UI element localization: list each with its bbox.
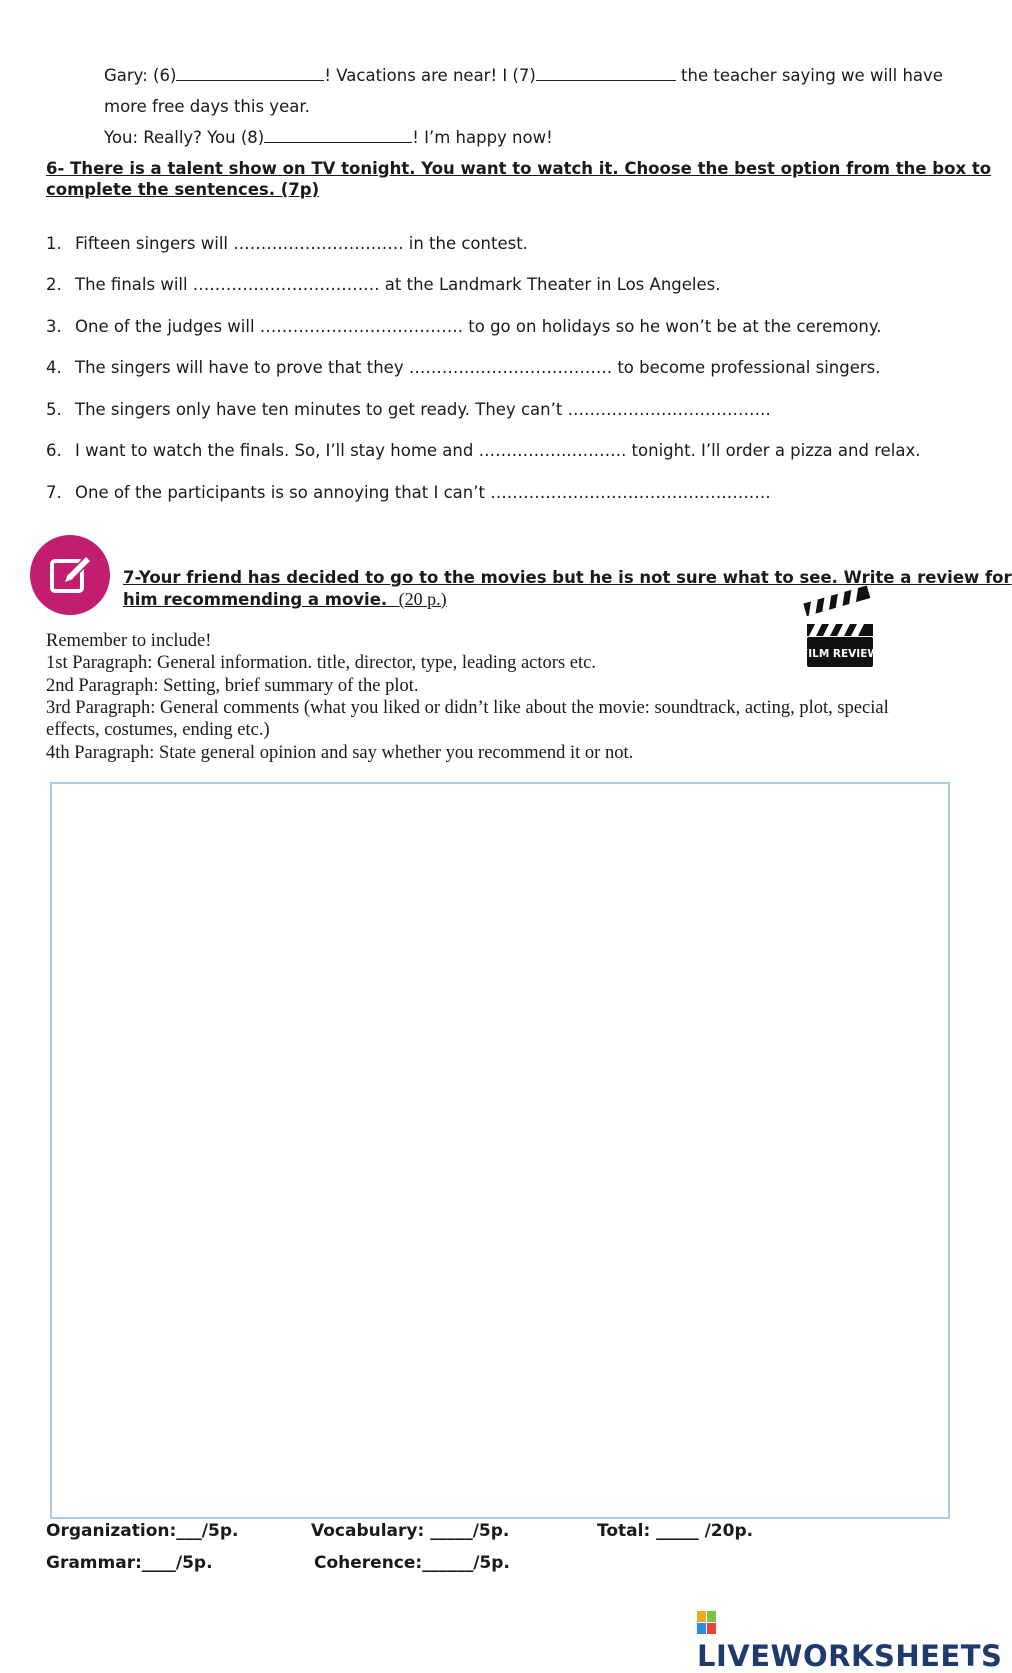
dialogue-you-label: You: Really? You (8) — [104, 128, 265, 147]
film-clapperboard-icon — [801, 594, 879, 678]
sentence-4[interactable]: The singers will have to prove that they ………………………………. to become professional singers. — [75, 358, 881, 377]
instruction-line: 2nd Paragraph: Setting, brief summary of the plot. — [46, 676, 419, 696]
list-item: 4. The singers will have to prove that they ………………………………. to become professional singers. — [46, 358, 881, 377]
sentence-3[interactable]: One of the judges will ………………………………. to go on holidays so he won’t be at the ceremony. — [75, 317, 882, 336]
list-item: 1. Fifteen singers will …………………………. in the contest. — [46, 234, 528, 253]
blank-7[interactable] — [536, 67, 676, 81]
score-organization: Organization:___/5p. — [46, 1521, 239, 1541]
list-item: 2. The finals will ……………………………. at the Landmark Theater in Los Angeles. — [46, 275, 721, 294]
liveworksheets-logo — [697, 1605, 1002, 1673]
pencil-edit-icon — [30, 535, 110, 615]
sentence-6[interactable]: I want to watch the finals. So, I’ll stay home and ……………..………. tonight. I’ll order a pizza and relax. — [75, 441, 921, 460]
instruction-line: 1st Paragraph: General information. title, director, type, leading actors etc. — [46, 653, 596, 673]
score-vocabulary: Vocabulary: _____/5p. — [311, 1521, 510, 1541]
dialogue-line-2: more free days this year. — [104, 97, 310, 116]
sentence-2[interactable]: The finals will ……………………………. at the Landmark Theater in Los Angeles. — [75, 275, 721, 294]
dialogue-line-1 — [104, 66, 943, 85]
dialogue-text: ! I’m happy now! — [412, 128, 553, 147]
section-7-heading-line-1: 7-Your friend has decided to go to the movies but he is not sure what to see. Write a review for — [123, 568, 1012, 587]
clapper-label: FILM REVIEW — [801, 648, 879, 660]
dialogue-text: ! Vacations are near! I (7) — [324, 66, 536, 85]
sentence-1[interactable]: Fifteen singers will …………………………. in the contest. — [75, 234, 528, 253]
list-item: 7. One of the participants is so annoying that I can’t …………………………………………… — [46, 483, 771, 502]
dialogue-line-3 — [104, 128, 553, 147]
dialogue-gary-label: Gary: (6) — [104, 66, 177, 85]
score-grammar: Grammar:____/5p. — [46, 1553, 213, 1573]
sentence-7[interactable]: One of the participants is so annoying that I can’t …………………………………………… — [75, 483, 771, 502]
sentence-5[interactable]: The singers only have ten minutes to get ready. They can’t ………………………………. — [75, 400, 771, 419]
list-item: 6. I want to watch the finals. So, I’ll stay home and ……………..………. tonight. I’ll order a pizza and relax. — [46, 441, 921, 460]
section-6-heading-line-1: 6- There is a talent show on TV tonight. You want to watch it. Choose the best option from the box to — [46, 159, 992, 178]
list-item: 5. The singers only have ten minutes to get ready. They can’t ………………………………. — [46, 400, 771, 419]
liveworksheets-logo-icon — [697, 1611, 717, 1635]
instruction-line: 4th Paragraph: State general opinion and say whether you recommend it or not. — [46, 743, 634, 763]
score-total: Total: _____ /20p. — [597, 1521, 754, 1541]
review-answer-box[interactable] — [50, 782, 950, 1519]
score-coherence: Coherence:______/5p. — [314, 1553, 510, 1573]
section-6-heading-line-2: complete the sentences. (7p) — [46, 180, 320, 199]
instruction-line: 3rd Paragraph: General comments (what you liked or didn’t like about the movie: soundtrack, acting, plot, special — [46, 698, 889, 718]
blank-8[interactable] — [264, 129, 412, 143]
blank-6[interactable] — [176, 67, 324, 81]
dialogue-text: the teacher saying we will have — [675, 66, 943, 85]
section-7-heading-line-2: him recommending a movie. (20 p.) — [123, 589, 447, 609]
instruction-line: effects, costumes, ending etc.) — [46, 720, 270, 740]
logo-text: LIVEWORKSHEETS — [697, 1639, 1003, 1673]
list-item: 3. One of the judges will ………………………………. to go on holidays so he won’t be at the ceremony. — [46, 317, 882, 336]
instruction-line: Remember to include! — [46, 631, 212, 651]
